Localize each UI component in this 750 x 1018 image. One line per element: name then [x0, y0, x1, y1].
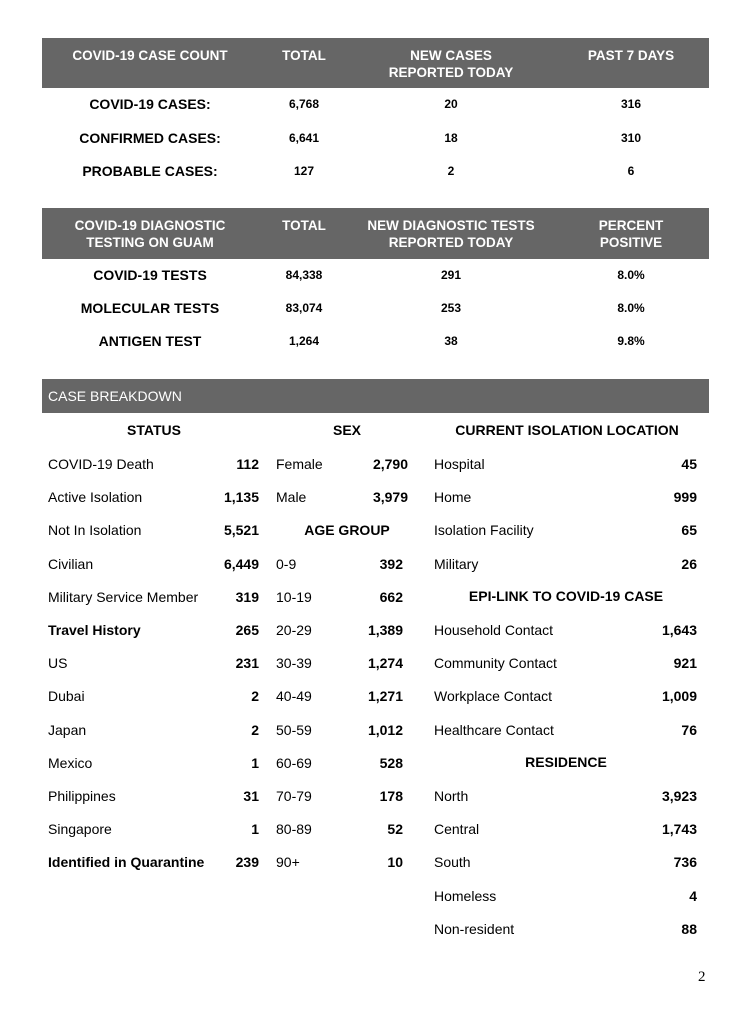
status-row-label: Identified in Quarantine [48, 854, 205, 871]
status-row-value: 2 [251, 721, 259, 738]
page-number: 2 [698, 969, 706, 985]
status-row-label: Not In Isolation [48, 522, 142, 539]
sex-header: SEX [332, 422, 361, 438]
age-row-value: 528 [379, 754, 403, 771]
residence-row-label: Non-resident [434, 920, 515, 937]
residence-row-label: Homeless [434, 887, 497, 904]
case-count-row-label: COVID-19 CASES: [89, 96, 211, 112]
status-row-value: 6,449 [223, 555, 259, 572]
status-row-label: Mexico [48, 754, 93, 771]
age-row-label: 90+ [276, 854, 300, 871]
isolation-row-label: Isolation Facility [434, 522, 534, 539]
age-row-label: 60-69 [276, 754, 312, 771]
testing-row-label: COVID-19 TESTS [93, 267, 207, 283]
case-breakdown-title: CASE BREAKDOWN [48, 388, 182, 404]
testing-header-total: TOTAL [282, 218, 326, 233]
sex-row-value: 3,979 [372, 489, 408, 506]
testing-header-pct: PERCENT POSITIVE [598, 218, 664, 250]
case-count-row-past7: 6 [627, 164, 635, 178]
age-row-value: 1,389 [367, 622, 403, 638]
status-row-label: Civilian [48, 555, 94, 572]
age-row-label: 80-89 [276, 821, 312, 838]
case-count-header-label: COVID-19 CASE COUNT [72, 48, 228, 63]
sex-row-label: Male [276, 489, 307, 506]
status-row-value: 231 [235, 655, 259, 672]
case-count-row-new: 18 [444, 130, 458, 145]
isolation-row-value: 65 [681, 522, 697, 539]
status-row-label: Active Isolation [48, 489, 143, 506]
epi-link-header: EPI-LINK TO COVID-19 CASE [468, 588, 664, 604]
residence-row-label: South [434, 854, 471, 871]
residence-row-value: 1,743 [661, 821, 697, 838]
age-row-value: 52 [387, 821, 403, 838]
epi-link-row-value: 76 [681, 721, 697, 738]
status-row-value: 1,135 [223, 489, 259, 506]
status-row-label: US [48, 655, 68, 672]
testing-row-total: 83,074 [285, 301, 323, 315]
age-row-label: 40-49 [276, 688, 312, 705]
age-row-value: 1,271 [367, 688, 403, 705]
residence-header: RESIDENCE [525, 754, 607, 770]
status-row-value: 5,521 [223, 522, 259, 539]
status-row-label: Japan [48, 721, 87, 738]
status-row-label: COVID-19 Death [48, 456, 154, 472]
isolation-row-value: 45 [681, 456, 697, 472]
age-group-header: AGE GROUP [304, 522, 390, 538]
case-count-row-total: 6,768 [288, 97, 320, 111]
age-row-label: 50-59 [276, 721, 312, 738]
status-row-value: 265 [235, 622, 259, 638]
testing-row-total: 1,264 [288, 334, 320, 348]
residence-row-value: 88 [681, 920, 697, 937]
residence-row-value: 3,923 [661, 788, 697, 804]
residence-row-value: 4 [689, 887, 697, 904]
epi-link-row-label: Household Contact [434, 622, 554, 638]
case-count-row-new: 20 [444, 97, 458, 111]
isolation-row-label: Hospital [434, 456, 485, 472]
status-row-label: Philippines [48, 788, 116, 804]
status-row-value: 31 [243, 788, 259, 804]
status-row-value: 239 [235, 854, 259, 871]
age-row-label: 10-19 [276, 588, 312, 605]
status-row-value: 319 [235, 588, 259, 605]
age-row-value: 662 [379, 588, 403, 605]
testing-row-new: 38 [444, 334, 458, 348]
age-row-value: 178 [379, 788, 403, 804]
case-count-header-past7: PAST 7 DAYS [587, 48, 675, 63]
epi-link-row-value: 1,643 [661, 622, 697, 638]
case-count-row-past7: 316 [620, 97, 642, 111]
testing-row-pct: 8.0% [617, 268, 645, 282]
testing-row-pct: 9.8% [617, 334, 645, 348]
testing-header-label: COVID-19 DIAGNOSTIC TESTING ON GUAM [74, 218, 226, 250]
case-count-row-past7: 310 [620, 130, 642, 145]
testing-row-new: 291 [440, 268, 462, 282]
age-row-label: 0-9 [276, 555, 297, 572]
testing-row-new: 253 [440, 301, 462, 315]
status-row-label: Singapore [48, 821, 112, 838]
age-row-label: 20-29 [276, 622, 312, 638]
epi-link-row-value: 921 [673, 655, 697, 672]
sex-row-value: 2,790 [372, 456, 408, 472]
testing-row-label: MOLECULAR TESTS [80, 300, 220, 316]
case-count-header-total: TOTAL [282, 48, 326, 63]
case-count-header-new: NEW CASES REPORTED TODAY [388, 48, 514, 80]
status-row-value: 1 [251, 821, 259, 838]
case-count-row-new: 2 [447, 164, 455, 178]
status-row-value: 2 [251, 688, 259, 705]
age-row-value: 1,274 [367, 655, 403, 672]
residence-row-label: North [434, 788, 469, 804]
age-row-value: 392 [379, 555, 403, 572]
age-row-label: 30-39 [276, 655, 312, 672]
epi-link-row-label: Workplace Contact [434, 688, 553, 705]
status-header: STATUS [127, 422, 181, 438]
case-count-row-label: CONFIRMED CASES: [79, 129, 221, 146]
case-count-row-total: 127 [293, 164, 315, 178]
age-row-value: 1,012 [367, 721, 403, 738]
testing-header-new: NEW DIAGNOSTIC TESTS REPORTED TODAY [367, 218, 535, 250]
epi-link-row-label: Healthcare Contact [434, 721, 554, 738]
case-count-row-total: 6,641 [288, 130, 320, 145]
status-row-value: 112 [236, 456, 259, 472]
sex-row-label: Female [276, 456, 323, 472]
isolation-header: CURRENT ISOLATION LOCATION [455, 422, 679, 438]
residence-row-value: 736 [673, 854, 697, 871]
status-row-label: Dubai [48, 688, 85, 705]
age-row-label: 70-79 [276, 788, 312, 804]
testing-row-label: ANTIGEN TEST [98, 333, 202, 349]
status-row-label: Travel History [48, 622, 141, 638]
testing-row-total: 84,338 [285, 268, 323, 282]
age-row-value: 10 [387, 854, 403, 871]
status-row-label: Military Service Member [48, 588, 199, 605]
residence-row-label: Central [434, 821, 480, 838]
isolation-row-value: 26 [681, 555, 697, 572]
epi-link-row-label: Community Contact [434, 655, 557, 672]
case-count-row-label: PROBABLE CASES: [82, 163, 218, 179]
isolation-row-value: 999 [673, 489, 697, 506]
testing-row-pct: 8.0% [617, 301, 645, 315]
isolation-row-label: Military [434, 555, 479, 572]
epi-link-row-value: 1,009 [661, 688, 697, 705]
isolation-row-label: Home [434, 489, 472, 506]
status-row-value: 1 [251, 754, 259, 771]
